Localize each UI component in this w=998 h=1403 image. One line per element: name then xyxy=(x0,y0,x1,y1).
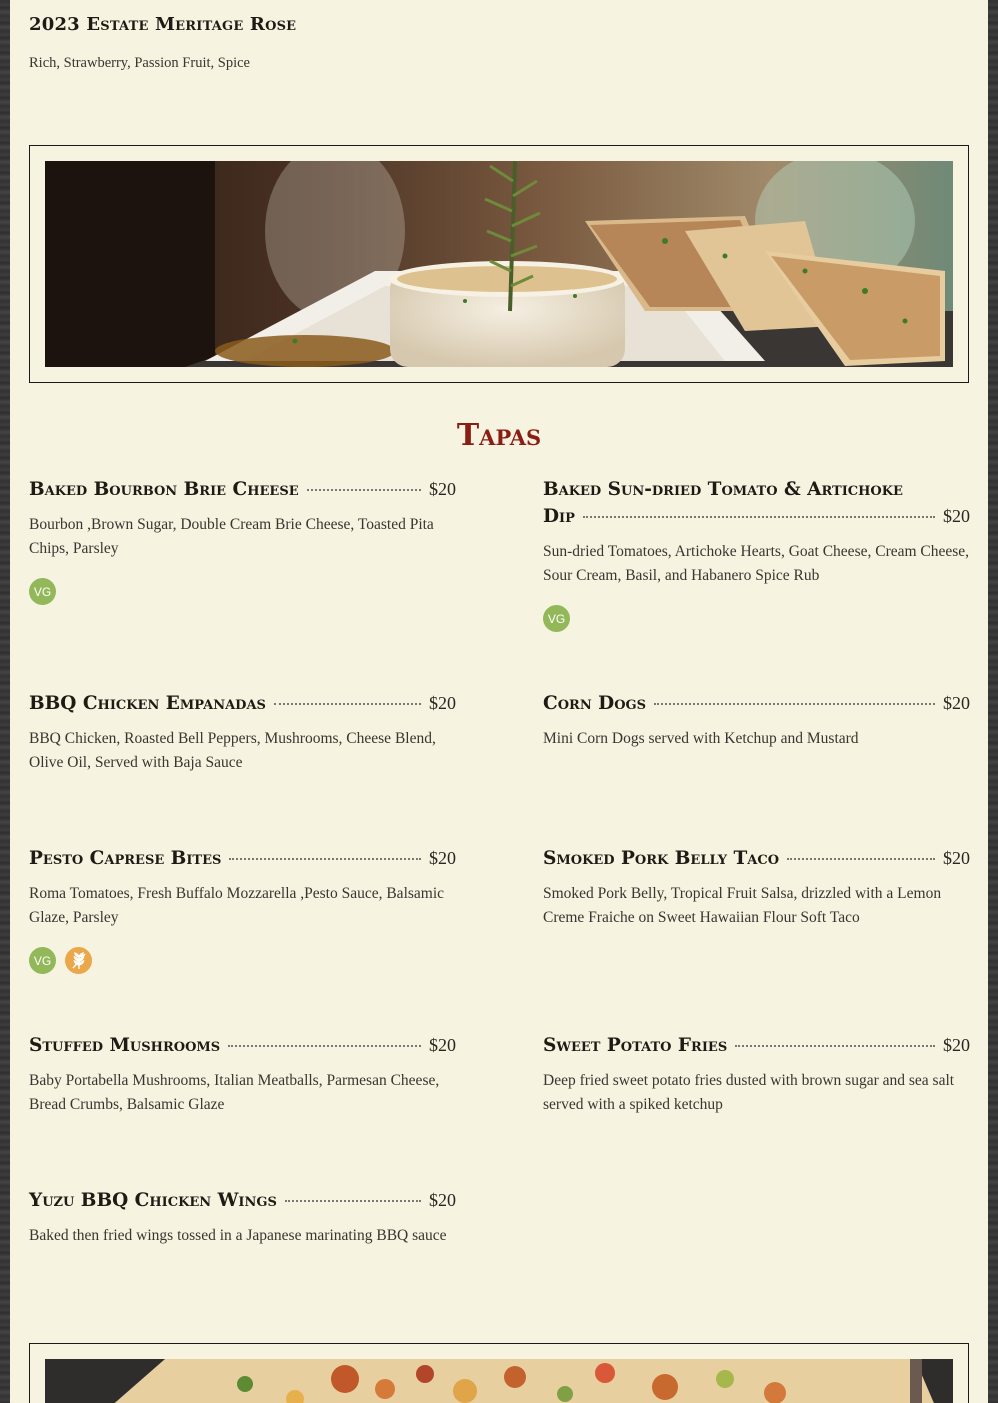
flatbread-photo xyxy=(45,1359,953,1403)
item-name: Stuffed Mushrooms xyxy=(29,1035,221,1056)
item-price: $20 xyxy=(429,479,456,499)
item-name: Baked Sun-dried Tomato & Artichoke xyxy=(543,479,903,500)
item-description: Baked then fried wings tossed in a Japanese marinating BBQ sauce xyxy=(29,1227,447,1244)
item-description: Smoked Pork Belly, Tropical Fruit Salsa, drizzled with a Lemon Creme Fraiche on Sweet Hawaiian Flour Soft Taco xyxy=(543,885,942,926)
dietary-badges xyxy=(29,578,456,605)
menu-item xyxy=(29,1032,456,1117)
vegetarian-badge: VG xyxy=(29,578,56,605)
leader-dots xyxy=(654,703,935,705)
item-price: $20 xyxy=(943,506,970,526)
item-price: $20 xyxy=(429,693,456,713)
item-price: $20 xyxy=(943,693,970,713)
item-name-continued: Dip xyxy=(543,506,575,527)
wheat-icon xyxy=(65,947,92,974)
leader-dots xyxy=(274,703,421,705)
item-name: Corn Dogs xyxy=(543,693,647,714)
photo-frame-brie xyxy=(29,145,969,383)
menu-page xyxy=(10,0,988,1403)
item-name: Baked Bourbon Brie Cheese xyxy=(29,479,299,500)
item-name: BBQ Chicken Empanadas xyxy=(29,693,266,714)
item-name: Smoked Pork Belly Taco xyxy=(543,848,780,869)
leader-dots xyxy=(229,858,421,860)
leader-dots xyxy=(307,489,421,491)
menu-item xyxy=(543,690,970,751)
item-description: Roma Tomatoes, Fresh Buffalo Mozzarella ,Pesto Sauce, Balsamic Glaze, Parsley xyxy=(29,885,445,926)
item-price: $20 xyxy=(429,1035,456,1055)
menu-item xyxy=(543,476,970,632)
wine-tasting-notes: Rich, Strawberry, Passion Fruit, Spice xyxy=(29,55,250,71)
item-description: Baby Portabella Mushrooms, Italian Meatballs, Parmesan Cheese, Bread Crumbs, Balsamic Glaze xyxy=(29,1072,440,1113)
vegetarian-badge: VG xyxy=(29,947,56,974)
item-price: $20 xyxy=(943,1035,970,1055)
item-description: Bourbon ,Brown Sugar, Double Cream Brie Cheese, Toasted Pita Chips, Parsley xyxy=(29,516,434,557)
item-description: BBQ Chicken, Roasted Bell Peppers, Mushrooms, Cheese Blend, Olive Oil, Served with Baja Sauce xyxy=(29,730,436,771)
item-name: Yuzu BBQ Chicken Wings xyxy=(29,1190,277,1211)
dietary-badges xyxy=(543,605,970,632)
leader-dots xyxy=(735,1045,935,1047)
menu-item xyxy=(29,690,456,775)
vegetarian-badge: VG xyxy=(543,605,570,632)
menu-item xyxy=(29,476,456,605)
brie-photo xyxy=(45,161,953,367)
leader-dots xyxy=(285,1200,421,1202)
menu-item xyxy=(543,845,970,930)
item-price: $20 xyxy=(429,1190,456,1210)
item-description: Deep fried sweet potato fries dusted with brown sugar and sea salt served with a spiked ketchup xyxy=(543,1072,955,1113)
leader-dots xyxy=(583,516,935,518)
item-description: Sun-dried Tomatoes, Artichoke Hearts, Goat Cheese, Cream Cheese, Sour Cream, Basil, and Habanero Spice Rub xyxy=(543,543,970,584)
item-description: Mini Corn Dogs served with Ketchup and Mustard xyxy=(543,730,859,747)
dietary-badges xyxy=(29,947,456,974)
leader-dots xyxy=(787,858,935,860)
item-price: $20 xyxy=(429,848,456,868)
leader-dots xyxy=(228,1045,421,1047)
item-name: Sweet Potato Fries xyxy=(543,1035,728,1056)
item-price: $20 xyxy=(943,848,970,868)
menu-item xyxy=(29,1187,456,1248)
menu-item xyxy=(29,845,456,974)
menu-item xyxy=(543,1032,970,1117)
item-name: Pesto Caprese Bites xyxy=(29,848,222,869)
photo-frame-flatbread xyxy=(29,1343,969,1403)
section-title-tapas: Tapas xyxy=(456,418,542,453)
wine-title: 2023 Estate Meritage Rose xyxy=(29,14,297,35)
